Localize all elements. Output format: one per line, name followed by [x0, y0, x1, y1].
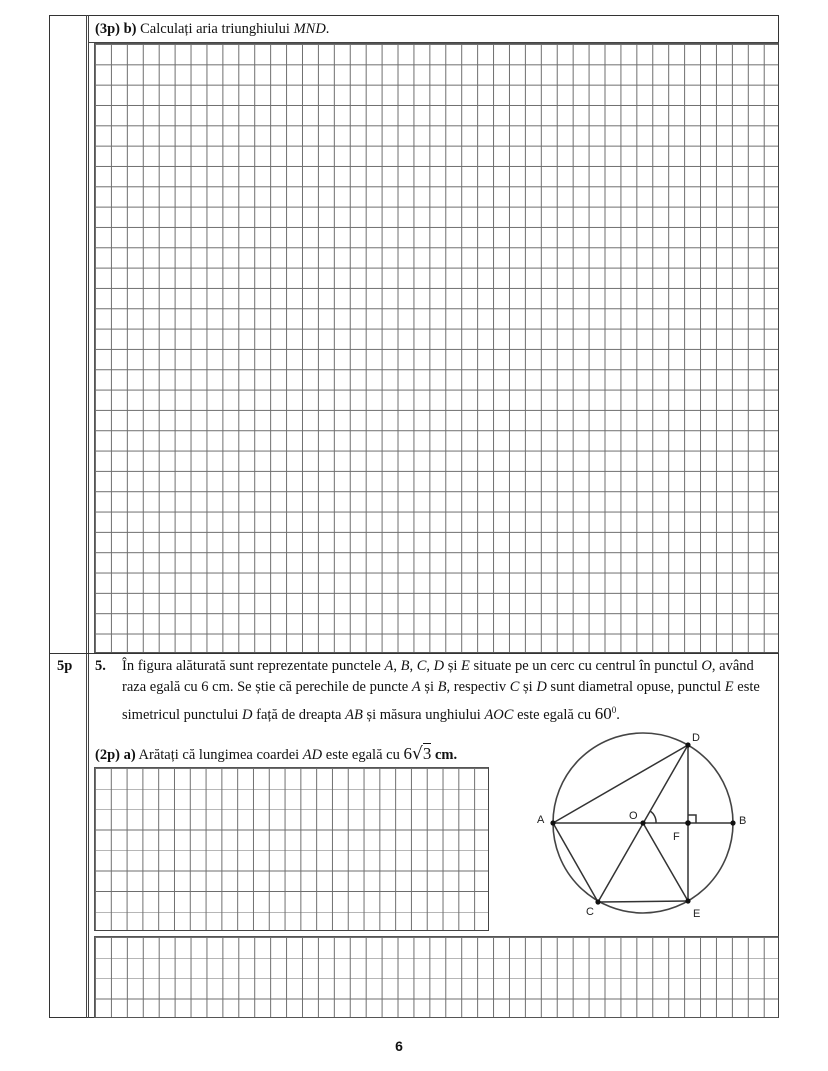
text: este	[733, 679, 760, 695]
sep: și	[444, 658, 462, 674]
point-A: A	[411, 679, 421, 695]
text: și	[420, 679, 438, 695]
text: sunt diametral opuse, punctul	[546, 679, 725, 695]
page-number: 6	[395, 1038, 403, 1054]
text: , având	[711, 658, 754, 674]
part-label: a)	[123, 747, 136, 763]
sqrt-icon: √	[411, 744, 423, 764]
point-E: E	[461, 658, 470, 674]
label-A: A	[537, 814, 545, 826]
text: În figura alăturată sunt reprezentate punctele	[122, 658, 385, 674]
points-label: (3p)	[95, 21, 120, 37]
text: situate pe un cerc cu centrul în punctul	[469, 658, 702, 674]
angle-value: 60	[594, 703, 612, 723]
text: și măsura unghiului	[362, 706, 485, 723]
radicand: 3	[422, 744, 432, 763]
unit: cm.	[434, 747, 458, 763]
point-B: B	[437, 679, 447, 695]
sep: ,	[409, 658, 417, 674]
label-O: O	[629, 810, 638, 822]
text: , respectiv	[446, 679, 510, 695]
part-label: b)	[123, 21, 137, 37]
score-5p: 5p	[57, 658, 73, 674]
label-D: D	[692, 732, 700, 744]
answer-grid-5a[interactable]	[94, 767, 489, 931]
point-E: E	[724, 679, 734, 695]
sep: ,	[426, 658, 434, 674]
problem-4b-statement	[95, 19, 329, 39]
triangle-name: MND	[293, 21, 326, 37]
text: raza egală cu 6 cm. Se știe că perechile de puncte	[122, 679, 412, 695]
chord-AD	[553, 745, 688, 823]
degree-mark: 0	[611, 705, 617, 715]
line-AB: AB	[345, 706, 363, 723]
text: și	[519, 679, 537, 695]
chord-CE	[598, 901, 688, 902]
point-D: D	[433, 658, 445, 674]
angle-AOC: AOC	[484, 706, 514, 723]
point-B: B	[400, 658, 410, 674]
problem-number: 5.	[95, 658, 106, 674]
point-C: C	[509, 679, 520, 695]
value-6-sqrt-3	[403, 744, 431, 763]
answer-grid-5-lower[interactable]	[94, 936, 779, 1018]
circle-figure	[530, 720, 770, 920]
points-label: (2p)	[95, 747, 120, 763]
period: .	[616, 706, 620, 723]
statement-text: Calculați aria triunghiului	[140, 21, 290, 37]
section-divider	[49, 653, 779, 654]
coefficient: 6	[403, 744, 412, 763]
text: simetricul punctului	[122, 706, 243, 723]
answer-grid-4b[interactable]	[94, 43, 779, 653]
problem-5-line-2	[122, 677, 760, 697]
text: este egală cu	[513, 706, 595, 723]
point-O: O	[701, 658, 712, 674]
text: față de dreapta	[252, 706, 346, 723]
statement-text: Arătați că lungimea coardei	[138, 747, 300, 763]
point-D: D	[242, 706, 253, 723]
chord-AC	[553, 823, 598, 902]
sep: ,	[393, 658, 401, 674]
point-A: A	[384, 658, 394, 674]
period: .	[325, 21, 330, 37]
segment-OE	[643, 823, 688, 901]
point-D: D	[536, 679, 547, 695]
label-B: B	[739, 815, 747, 827]
chord-AD: AD	[302, 747, 323, 763]
label-C: C	[586, 906, 594, 918]
problem-5-line-1	[122, 656, 754, 676]
statement-text: este egală cu	[325, 747, 400, 763]
point-C: C	[416, 658, 427, 674]
angle-arc	[650, 811, 656, 823]
score-column-divider	[86, 15, 89, 1018]
problem-5a-statement	[95, 744, 457, 765]
label-E: E	[693, 908, 701, 920]
label-F: F	[673, 831, 680, 843]
